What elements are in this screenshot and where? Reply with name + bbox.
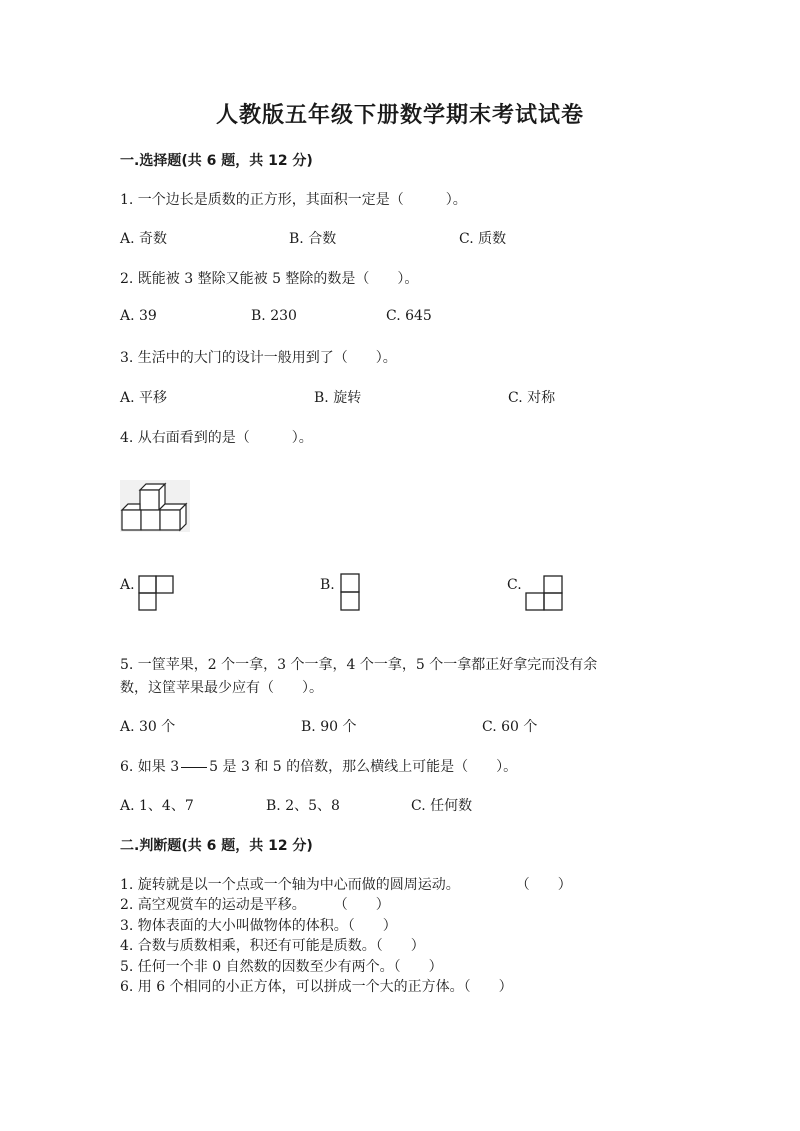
question-5-stem-line2: 数，这筐苹果最少应有（ ）。 <box>120 680 323 696</box>
judgment-item-3[interactable]: 3. 物体表面的大小叫做物体的体积。（ ） <box>120 918 397 934</box>
question-6-option-b[interactable]: B. 2、5、8 <box>266 798 340 814</box>
question-3-stem: 3. 生活中的大门的设计一般用到了（ ）。 <box>120 350 397 366</box>
question-4-option-a[interactable]: A. <box>120 577 135 593</box>
question-5-option-c[interactable]: C. 60 个 <box>482 719 538 735</box>
cube-stack-figure <box>120 480 190 532</box>
judgment-item-6[interactable]: 6. 用 6 个相同的小正方体，可以拼成一个大的正方体。（ ） <box>120 979 513 995</box>
judgment-item-4[interactable]: 4. 合数与质数相乘，积还有可能是质数。（ ） <box>120 938 425 954</box>
question-2-option-b[interactable]: B. 230 <box>251 308 297 324</box>
view-b-figure <box>340 573 360 611</box>
question-2-option-a[interactable]: A. 39 <box>120 308 157 324</box>
question-2-stem: 2. 既能被 3 整除又能被 5 整除的数是（ ）。 <box>120 271 419 287</box>
question-1-option-a[interactable]: A. 奇数 <box>120 231 168 247</box>
page-title: 人教版五年级下册数学期末考试试卷 <box>215 103 584 128</box>
question-5-option-b[interactable]: B. 90 个 <box>301 719 357 735</box>
fill-in-blank-line[interactable] <box>181 766 207 768</box>
question-6-stem <box>120 756 517 776</box>
question-1-option-b[interactable]: B. 合数 <box>289 231 337 247</box>
question-2-option-c[interactable]: C. 645 <box>386 308 432 324</box>
view-a-figure <box>138 575 174 611</box>
question-4-option-c[interactable]: C. <box>507 577 522 593</box>
question-6-stem-part-a: 6. 如果 3 <box>120 759 180 775</box>
view-c-figure <box>525 575 563 611</box>
question-6-stem-part-b: 5 是 3 和 5 的倍数，那么横线上可能是（ ）。 <box>209 759 518 775</box>
question-1-option-c[interactable]: C. 质数 <box>459 231 507 247</box>
question-4-option-b[interactable]: B. <box>320 577 335 593</box>
judgment-item-1[interactable]: 1. 旋转就是以一个点或一个轴为中心而做的圆周运动。 （ ） <box>120 877 572 893</box>
question-6-option-c[interactable]: C. 任何数 <box>411 798 473 814</box>
question-3-option-b[interactable]: B. 旋转 <box>314 390 362 406</box>
section-heading-judgment: 二.判断题(共 6 题，共 12 分) <box>120 838 313 854</box>
question-1-stem: 1. 一个边长是质数的正方形，其面积一定是（ ）。 <box>120 192 467 208</box>
question-3-option-c[interactable]: C. 对称 <box>508 390 556 406</box>
judgment-item-5[interactable]: 5. 任何一个非 0 自然数的因数至少有两个。（ ） <box>120 959 443 975</box>
question-3-option-a[interactable]: A. 平移 <box>120 390 168 406</box>
question-4-stem: 4. 从右面看到的是（ ）。 <box>120 430 313 446</box>
question-6-option-a[interactable]: A. 1、4、7 <box>120 798 194 814</box>
judgment-item-2[interactable]: 2. 高空观赏车的运动是平移。 （ ） <box>120 897 390 913</box>
section-heading-choice: 一.选择题(共 6 题，共 12 分) <box>120 153 313 169</box>
question-5-option-a[interactable]: A. 30 个 <box>120 719 176 735</box>
question-5-stem-line1: 5. 一筐苹果，2 个一拿，3 个一拿，4 个一拿，5 个一拿都正好拿完而没有余 <box>120 657 598 673</box>
